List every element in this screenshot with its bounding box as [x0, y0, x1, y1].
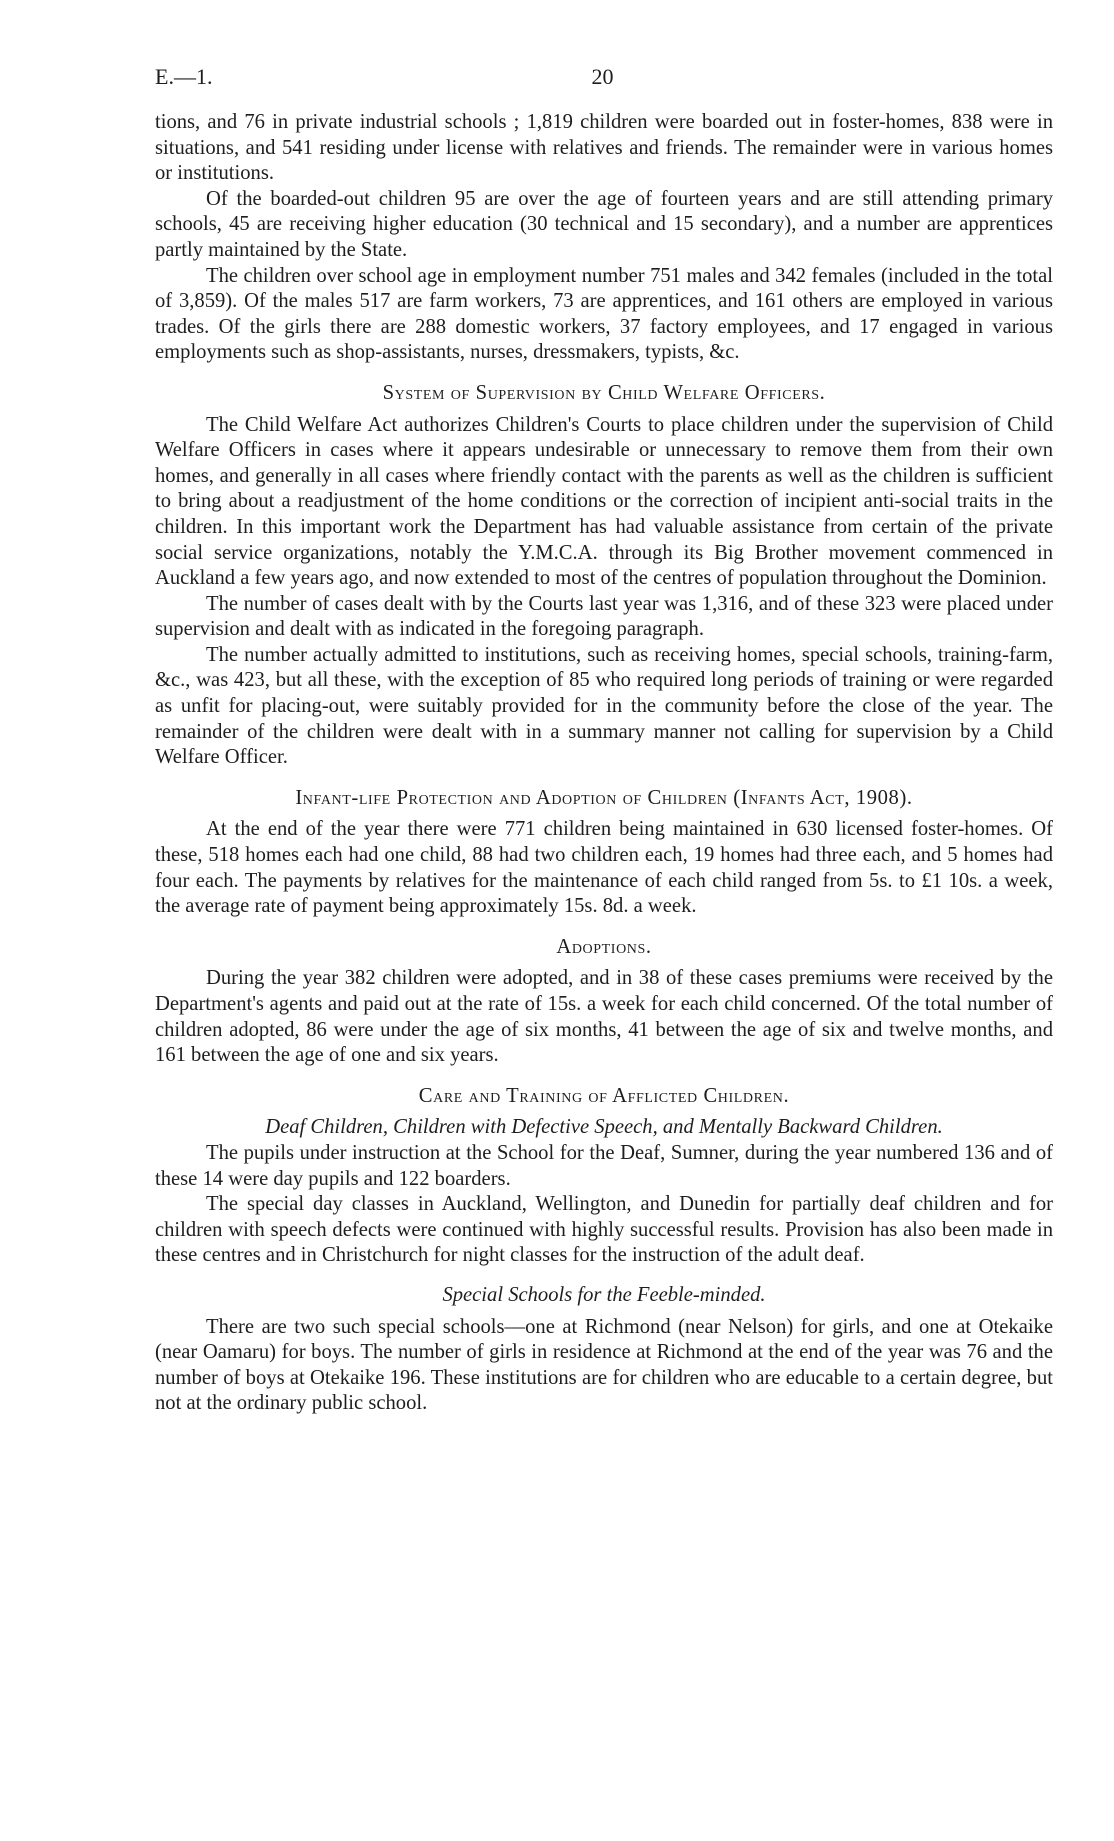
paragraph: The pupils under instruction at the School for the Deaf, Sumner, during the year numbered 136 and of these 14 were day pupils and 122 boarders. — [155, 1141, 1053, 1190]
section-continuation — [155, 110, 1053, 366]
page-header — [155, 64, 1050, 98]
section-heading: Care and Training of Afflicted Children. — [418, 1084, 790, 1107]
paragraph: The Child Welfare Act authorizes Children's Courts to place children under the supervision of Child Welfare Officers in cases where it appears undesirable or unnecessary to remove them from their own homes, and generally in all cases where friendly contact with the parents as well as the children is sufficient to bring about a readjustment of the home conditions or the correction of incipient anti-social traits in the children. In this important work the Department has had valuable assistance from certain of the private social service organizations, notably the Y.M.C.A. through its Big Brother movement commenced in Auckland a few years ago, and now extended to most of the centres of population throughout the Dominion. — [155, 413, 1053, 590]
section-heading: Infant-life Protection and Adoption of Children (Infants Act, 1908). — [295, 786, 913, 809]
section-heading: System of Supervision by Child Welfare Officers. — [382, 381, 826, 404]
section-adoptions — [155, 935, 1053, 1069]
section-feeble-minded-schools — [155, 1283, 1053, 1417]
paragraph: There are two such special schools—one at Richmond (near Nelson) for girls, and one at Otekaike (near Oamaru) for boys. The number of girls in residence at Richmond at the end of the year was 76 and the number of boys at Otekaike 196. These institutions are for children who are educable to a certain degree, but not at the ordinary public school. — [155, 1315, 1053, 1415]
paragraph: The number actually admitted to institutions, such as receiving homes, special schools, training-farm, &c., was 423, but all these, with the exception of 85 who required long periods of training or were regarded as unfit for placing-out, were suitably provided for in the community before the close of the year. The remainder of the children were dealt with in a summary manner not calling for supervision by a Child Welfare Officer. — [155, 643, 1053, 769]
paragraph: The special day classes in Auckland, Wellington, and Dunedin for partially deaf children and for children with speech defects were continued with highly successful results. Provision has also been made in these centres and in Christchurch for night classes for the instruction of the adult deaf. — [155, 1193, 1053, 1267]
paragraph: At the end of the year there were 771 children being maintained in 630 licensed foster-homes. Of these, 518 homes each had one child, 88 had two children each, 19 homes had three each, and 5 homes had four each. The payments by relatives for the maintenance of each child ranged from 5s. to £1 10s. a week, the average rate of payment being approximately 15s. 8d. a week. — [155, 818, 1053, 918]
section-infant-life-protection — [155, 786, 1053, 920]
document-reference: E.—1. — [155, 64, 213, 89]
page-number: 20 — [591, 64, 614, 89]
section-heading: Adoptions. — [556, 935, 652, 958]
paragraph: Of the boarded-out children 95 are over the age of fourteen years and are still attending primary schools, 45 are receiving higher education (30 technical and 15 secondary), and a number are apprentices partly maintained by the State. — [155, 187, 1053, 261]
paragraph: tions, and 76 in private industrial schools ; 1,819 children were boarded out in foster-homes, 838 were in situations, and 541 residing under license with relatives and friends. The remainder were in various homes or institutions. — [155, 111, 1053, 185]
paragraph: The children over school age in employment number 751 males and 342 females (included in the total of 3,859). Of the males 517 are farm workers, 73 are apprentices, and 161 others are employed in various trades. Of the girls there are 288 domestic workers, 37 factory employees, and 17 engaged in various employments such as shop-assistants, nurses, dressmakers, typists, &c. — [155, 264, 1053, 364]
section-supervision — [155, 381, 1053, 771]
section-afflicted-children — [155, 1084, 1053, 1269]
section-subheading: Special Schools for the Feeble-minded. — [442, 1283, 766, 1306]
document-body — [155, 110, 1053, 1417]
paragraph: During the year 382 children were adopted, and in 38 of these cases premiums were received by the Department's agents and paid out at the rate of 15s. a week for each child concerned. Of the total number of children adopted, 86 were under the age of six months, 41 between the age of six and twelve months, and 161 between the age of one and six years. — [155, 967, 1053, 1067]
section-subheading: Deaf Children, Children with Defective Speech, and Mentally Backward Children. — [265, 1116, 943, 1139]
paragraph: The number of cases dealt with by the Courts last year was 1,316, and of these 323 were placed under supervision and dealt with as indicated in the foregoing paragraph. — [155, 592, 1053, 641]
